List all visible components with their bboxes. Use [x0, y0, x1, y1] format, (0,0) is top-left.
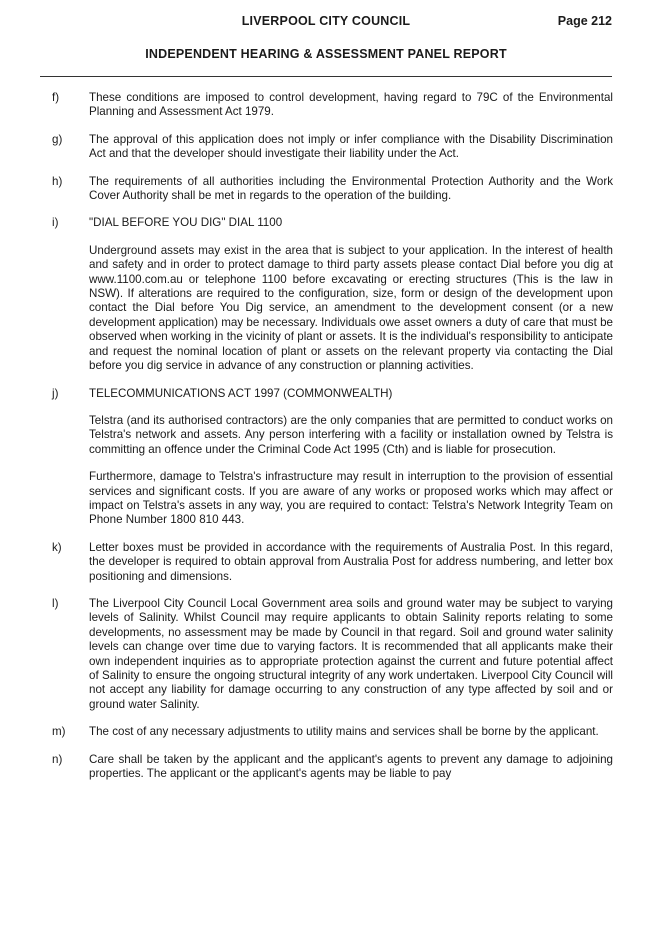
- condition-f: [52, 91, 613, 120]
- condition-n: [52, 753, 613, 782]
- item-text: These conditions are imposed to control development, having regard to 79C of the Environmental Planning and Assessment Act 1979.: [89, 91, 613, 119]
- item-letter: l): [52, 596, 59, 610]
- item-heading: TELECOMMUNICATIONS ACT 1997 (COMMONWEALTH): [89, 386, 393, 400]
- condition-l: [52, 597, 613, 712]
- item-text: The requirements of all authorities including the Environmental Protection Authority and the Work Cover Authority shall be met in regards to the operation of the building.: [89, 174, 613, 203]
- item-letter: n): [52, 752, 63, 766]
- condition-i: [52, 216, 613, 373]
- item-text: Furthermore, damage to Telstra's infrastructure may result in interruption to the provision of essential services and significant costs. If you are aware of any works or proposed works which may affect or impact on Telstra's assets in any way, you are required to contact: Telstra's Network Integrity Team on Phone Number 1800 810 443.: [89, 470, 613, 527]
- item-text: The cost of any necessary adjustments to utility mains and services shall be borne by the applicant.: [89, 725, 599, 739]
- item-letter: f): [52, 91, 60, 104]
- condition-m: [52, 725, 613, 739]
- item-letter: i): [52, 216, 59, 230]
- item-letter: j): [52, 386, 59, 400]
- header-divider: [40, 76, 612, 77]
- item-text: Care shall be taken by the applicant and the applicant's agents to prevent any damage to adjoining properties. The applicant or the applicant's agents may be liable to pay: [89, 752, 613, 781]
- item-text: The Liverpool City Council Local Government area soils and ground water may be subject to varying levels of Salinity. Whilst Council may require applicants to obtain Salinity reports relating to some developments, no assessment may be made by Council in that regard. Soil and ground water salinity levels can change over time due to varying factors. It is recommended that all applicants make their own independent inquiries as to appropriate protection against the current and future potential affect of Salinity to ensure the ongoing structural integrity of any work undertaken. Liverpool City Council will not accept any liability for damage occurring to any construction of any type affected by soil and or ground water Salinity.: [89, 596, 613, 711]
- page-header: [40, 10, 612, 76]
- item-letter: k): [52, 540, 62, 554]
- item-letter: m): [52, 725, 66, 739]
- condition-g: [52, 133, 613, 162]
- council-name: LIVERPOOL CITY COUNCIL: [241, 14, 411, 28]
- document-body: [52, 91, 613, 794]
- item-text: Letter boxes must be provided in accordance with the requirements of Australia Post. In this regard, the developer is required to obtain approval from Australia Post for address numbering, and letter box positioning and dimensions.: [89, 540, 613, 583]
- report-title: INDEPENDENT HEARING & ASSESSMENT PANEL REPORT: [145, 47, 507, 61]
- condition-k: [52, 541, 613, 584]
- item-text: Underground assets may exist in the area that is subject to your application. In the interest of health and safety and in order to protect damage to third party assets please contact Dial before you dig at www.1100.com.au or telephone 1100 before excavating or erecting structures (This is the law in NSW). If alterations are required to the configuration, size, form or design of the development upon contact the Dial before You Dig service, an amendment to the development consent (or a new development application) may be necessary. Individuals owe asset owners a duty of care that must be observed when working in the vicinity of plant or assets. It is the individual's responsibility to anticipate and request the nominal location of plant or assets on the relevant property via contacting the Dial before you dig service in advance of any construction or planning activities.: [89, 243, 613, 373]
- item-text: Telstra (and its authorised contractors) are the only companies that are permitted to conduct works on Telstra's network and assets. Any person interfering with a facility or installation owned by Telstra is committing an offence under the Criminal Code Act 1995 (Cth) and is liable for prosecution.: [89, 413, 613, 456]
- item-letter: h): [52, 174, 63, 188]
- condition-h: [52, 175, 613, 204]
- item-text: The approval of this application does not imply or infer compliance with the Disability Discrimination Act and that the developer should investigate their liability under the Act.: [89, 132, 613, 161]
- condition-j: [52, 387, 613, 528]
- page-number: Page 212: [557, 14, 612, 28]
- item-heading: "DIAL BEFORE YOU DIG" DIAL 1100: [89, 216, 283, 230]
- item-letter: g): [52, 132, 63, 146]
